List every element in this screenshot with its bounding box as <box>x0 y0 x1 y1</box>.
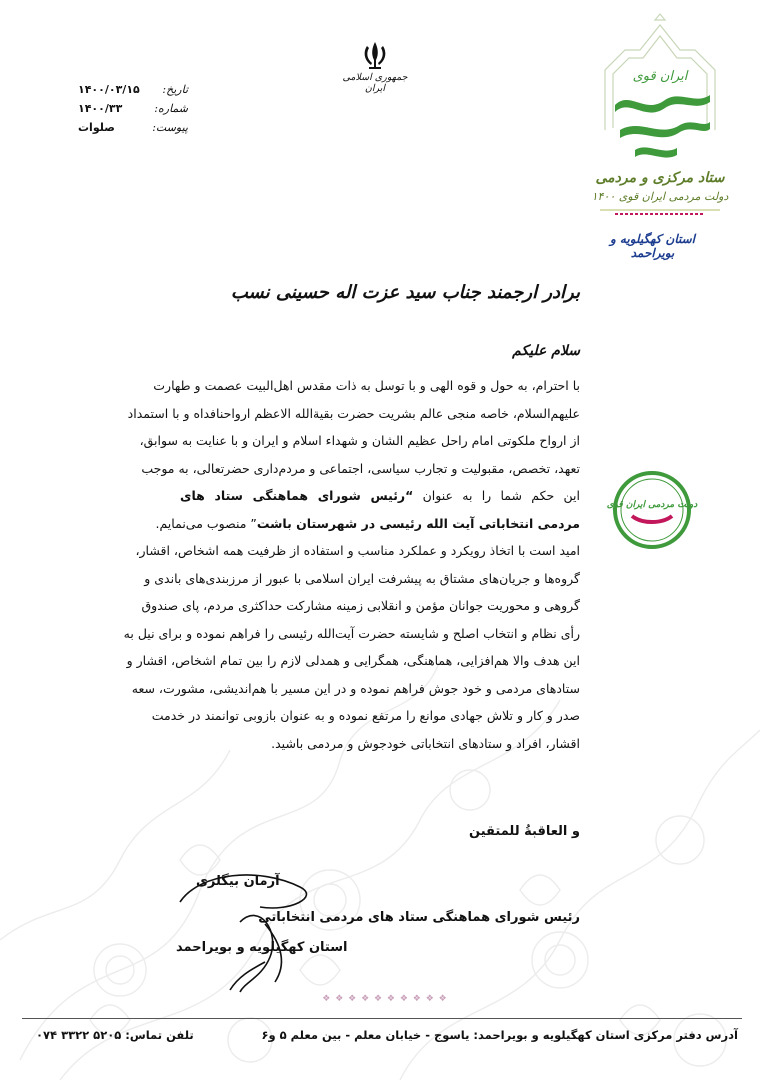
body-line: تعهد، تخصص، مقبولیت و تجارب سیاسی، اجتماعی و مردم‌داری حضرتعالی، به موجب <box>141 460 580 476</box>
body-line: رأی نظام و انتخاب اصلح و شایسته حضرت آیت‌الله رئیسی را فراهم نموده و برای نیل به <box>123 625 580 641</box>
number-label: شماره: <box>154 102 188 115</box>
footer-address: آدرس دفتر مرکزی استان کهگیلویه و بویراحمد: یاسوج - خیابان معلم - بین معلم ۵ و۶ <box>261 1028 738 1042</box>
emblem-caption: جمهوری اسلامی ایران <box>342 72 408 94</box>
body-line: با احترام، به حول و قوه الهی و با توسل به ذات مقدس اهل‌البیت عصمت و طهارت <box>153 378 580 393</box>
footer-divider <box>22 1018 742 1019</box>
attachment-label: پیوست: <box>152 121 188 134</box>
appointment-title: “رئیس شورای هماهنگی ستاد های <box>180 488 414 503</box>
campaign-logo <box>585 10 735 260</box>
emblem-icon <box>361 40 389 70</box>
seal-text: دولت مردمی ایران قوی <box>606 500 698 510</box>
date-value: ۱۴۰۰/۰۳/۱۵ <box>78 83 140 96</box>
greeting: سلام علیکم <box>512 343 580 359</box>
campaign-seal <box>606 470 698 550</box>
signatory-province: استان کهگیلویه و بویراحمد <box>176 940 348 955</box>
body-line: علیهم‌السلام، خاصه منجی عالم بشریت حضرت بقیةالله الاعظم ارواحنافداه و با استمداد <box>127 405 580 421</box>
date-row <box>78 80 188 99</box>
appointment-title-end: مردمی انتخاباتی آیت الله رئیسی در شهرستان باشت <box>256 515 580 531</box>
footer-ornament: ❖ ❖ ❖ ❖ ❖ ❖ ❖ ❖ ❖ ❖ <box>322 994 448 1004</box>
number-row <box>78 99 188 118</box>
signatory-name: آرمان بیگلری <box>196 874 280 889</box>
body-line: گروه‌ها و جریان‌های مشتاق به پیشرفت ایران اسلامی با عبور از مرزبندی‌های باندی و <box>144 570 580 586</box>
date-label: تاریخ: <box>162 83 188 96</box>
body-line: صدر و کار و تلاش جهادی موانع را مرتفع نموده و به عنوان بازوبی توانمند در خدمت <box>151 708 580 723</box>
body-line: ستادهای مردمی و خود جوش فراهم نموده و در این مسیر با هم‌اندیشی، مشورت، سعه <box>131 680 580 696</box>
logo-slogan: ایران قوی <box>632 69 688 84</box>
logo-line2: دولت مردمی ایران قوی ۱۴۰۰ <box>591 190 729 203</box>
logo-province: استان کهگیلویه و بویراحمد <box>609 232 696 260</box>
number-value: ۱۴۰۰/۳۳ <box>78 102 123 115</box>
body-line: امید است با اتخاذ رویکرد و عملکرد مناسب و استفاده از ظرفیت همه اشخاص، اقشار، <box>135 543 580 558</box>
letter-meta <box>78 80 188 137</box>
iran-emblem <box>335 40 415 94</box>
body-line: گروهی و محوریت جوانان مؤمن و انقلابی زمینه مشارکت حداکثری مردم، پای صندوق <box>141 598 580 613</box>
body-line-appointment <box>180 482 580 510</box>
body-line-appointment-end <box>155 510 580 538</box>
closing-phrase: و العاقبةُ للمتقین <box>469 824 580 839</box>
attachment-row <box>78 118 188 137</box>
footer-phone: تلفن تماس: ۵۲۰۵ ۳۳۲۲ ۰۷۴ <box>36 1028 194 1042</box>
appointment-text: این حکم شما را به عنوان <box>422 488 580 503</box>
logo-line1: ستاد مرکزی و مردمی <box>595 170 725 186</box>
letter-body <box>123 372 580 757</box>
attachment-value: صلوات <box>78 121 115 134</box>
signatory-title: رئیس شورای هماهنگی ستاد های مردمی انتخاباتی <box>258 910 580 925</box>
recipient: برادر ارجمند جناب سید عزت اله حسینی نسب <box>230 282 580 303</box>
body-line: این هدف والا هم‌افزایی، هماهنگی، همگرایی و همدلی لازم را بین تمام اشخاص، اقشار و <box>126 653 580 668</box>
body-line: اقشار، افراد و ستادهای انتخاباتی خودجوش و مردمی باشید. <box>271 735 580 751</box>
appointment-suffix: ” منصوب می‌نمایم. <box>155 515 257 531</box>
body-line: از ارواح ملکوتی امام راحل عظیم الشان و شهداء اسلام و ایران و با عنایت به سوابق، <box>139 433 580 448</box>
